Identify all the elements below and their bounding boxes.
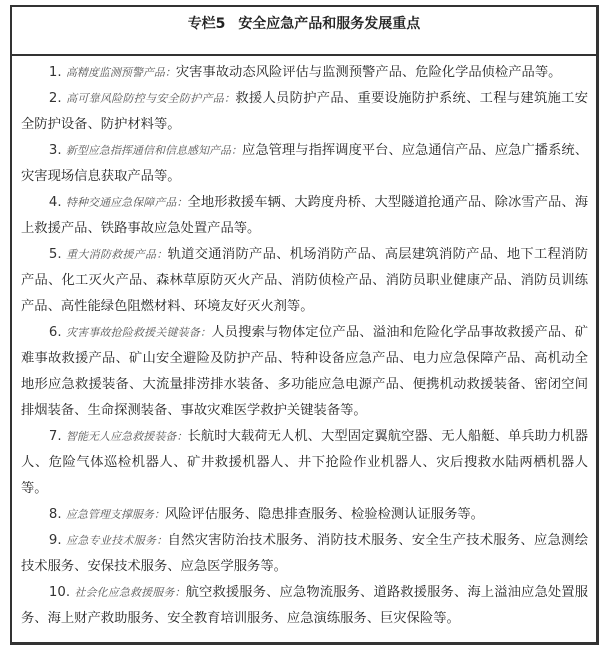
box-number: 专栏5 xyxy=(187,16,226,32)
item-text: 风险评估服务、隐患排查服务、检验检测认证服务等。 xyxy=(164,507,484,522)
item-text: 全地形救援车辆、大跨度舟桥、大型隧道抢通产品、除冰雪产品、海上救援产品、铁路事故应急处置产品等。 xyxy=(21,195,589,236)
list-item xyxy=(21,60,588,86)
box-header xyxy=(12,7,596,56)
item-number: 2. xyxy=(48,91,62,106)
item-number: 6. xyxy=(48,325,62,340)
list-item xyxy=(21,502,588,528)
item-number: 1. xyxy=(48,65,62,80)
item-label: 应急管理支撑服务： xyxy=(65,508,165,521)
item-number: 5. xyxy=(48,247,62,262)
list-item xyxy=(21,320,588,424)
item-text: 灾害事故动态风险评估与监测预警产品、危险化学品侦检产品等。 xyxy=(175,65,562,80)
item-label: 重大消防救援产品： xyxy=(66,248,168,261)
item-number: 9. xyxy=(48,533,62,548)
item-number: 7. xyxy=(48,429,62,444)
item-label: 智能无人应急救援装备： xyxy=(65,430,188,443)
list-item xyxy=(21,242,588,320)
item-label: 高精度监测预警产品： xyxy=(65,66,176,79)
item-text: 救援人员防护产品、重要设施防护系统、工程与建筑施工安全防护设备、防护材料等。 xyxy=(21,91,589,132)
list-item xyxy=(21,580,588,632)
item-label: 应急专业技术服务： xyxy=(66,534,168,547)
item-label: 特种交通应急保障产品： xyxy=(65,196,188,209)
list-item xyxy=(21,190,588,242)
box-content xyxy=(12,56,596,632)
item-text: 航空救援服务、应急物流服务、道路救援服务、海上溢油应急处置服务、海上财产救助服务、安全教育培训服务、应急演练服务、巨灾保险等。 xyxy=(21,585,589,626)
item-number: 10. xyxy=(48,585,71,600)
list-item xyxy=(21,424,588,502)
item-number: 3. xyxy=(48,143,62,158)
item-label: 新型应急指挥通信和信息感知产品： xyxy=(65,144,243,157)
list-item xyxy=(21,528,588,580)
item-number: 8. xyxy=(48,507,62,522)
item-text: 应急管理与指挥调度平台、应急通信产品、应急广播系统、灾害现场信息获取产品等。 xyxy=(21,143,589,184)
item-label: 高可靠风险防控与安全防护产品： xyxy=(66,92,236,105)
list-item xyxy=(21,86,588,138)
item-label: 社会化应急救援服务： xyxy=(74,586,186,599)
item-number: 4. xyxy=(48,195,62,210)
item-text: 长航时大载荷无人机、大型固定翼航空器、无人船艇、单兵助力机器人、危险气体巡检机器人、矿井救援机器人、井下抢险作业机器人、灾后搜救水陆两栖机器人等。 xyxy=(21,429,589,496)
item-label: 灾害事故抢险救援关键装备： xyxy=(66,326,212,339)
feature-box xyxy=(10,5,599,645)
box-title: 安全应急产品和服务发展重点 xyxy=(238,16,421,32)
list-item xyxy=(21,138,588,190)
item-text: 人员搜索与物体定位产品、溢油和危险化学品事故救援产品、矿难事故救援产品、矿山安全避险及防护产品、特种设备应急产品、电力应急保障产品、高机动全地形应急救援装备、大流量排涝排水装备、多功能应急电源产品、便携机动救援装备、密闭空间排烟装备、生命探测装备、事故灾难医学救护关键装备等。 xyxy=(21,325,589,418)
item-text: 轨道交通消防产品、机场消防产品、高层建筑消防产品、地下工程消防产品、化工灭火产品、森林草原防灭火产品、消防侦检产品、消防员职业健康产品、消防员训练产品、高性能绿色阻燃材料、环境友好灭火剂等。 xyxy=(21,247,589,314)
item-text: 自然灾害防治技术服务、消防技术服务、安全生产技术服务、应急测绘技术服务、安保技术服务、应急医学服务等。 xyxy=(21,533,589,574)
